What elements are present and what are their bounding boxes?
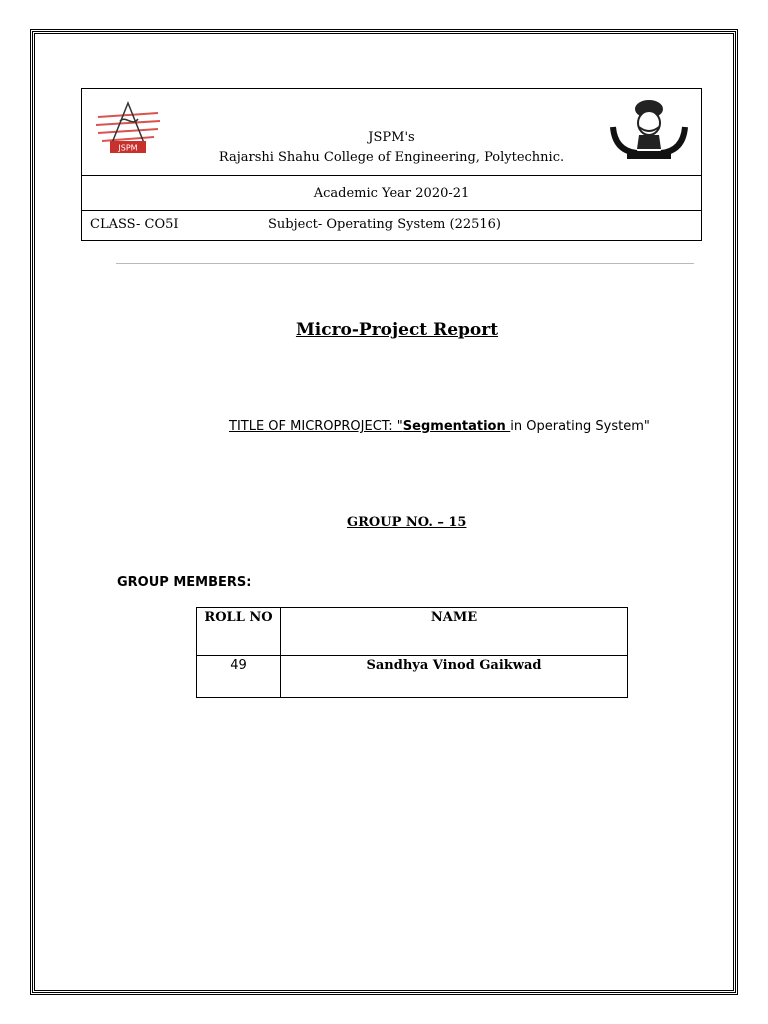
title-keyword: Segmentation: [402, 419, 511, 434]
horizontal-rule: [116, 263, 694, 264]
institute-name: Rajarshi Shahu College of Engineering, Polytechnic.: [218, 150, 565, 165]
group-members-label: GROUP MEMBERS:: [117, 575, 252, 590]
name-cell: Sandhya Vinod Gaikwad: [281, 656, 628, 698]
subject-label: Subject- Operating System (22516): [268, 217, 501, 232]
academic-year-cell: [82, 176, 702, 211]
microproject-title: [229, 419, 650, 434]
group-number: GROUP NO. – 15: [347, 515, 467, 530]
academic-year: Academic Year 2020-21: [313, 185, 470, 201]
header-top-cell: [82, 89, 702, 176]
members-table: [196, 607, 628, 698]
report-heading: Micro-Project Report: [295, 320, 499, 340]
title-suffix: in Operating System": [510, 419, 650, 434]
members-table-header: [197, 608, 628, 656]
class-subject-cell: [82, 211, 702, 241]
roll-cell: 49: [197, 656, 281, 698]
shahu-maharaj-emblem: [609, 97, 689, 165]
jspm-logo-text: JSPM: [118, 143, 138, 153]
class-label: CLASS- CO5I: [90, 217, 179, 232]
name-header: NAME: [281, 608, 628, 656]
table-row: [197, 656, 628, 698]
org-name: JSPM's: [368, 130, 415, 145]
roll-no-header: ROLL NO: [197, 608, 281, 656]
jspm-logo: [92, 99, 164, 157]
header-table: [81, 88, 702, 241]
title-prefix: TITLE OF MICROPROJECT: ": [229, 419, 403, 434]
